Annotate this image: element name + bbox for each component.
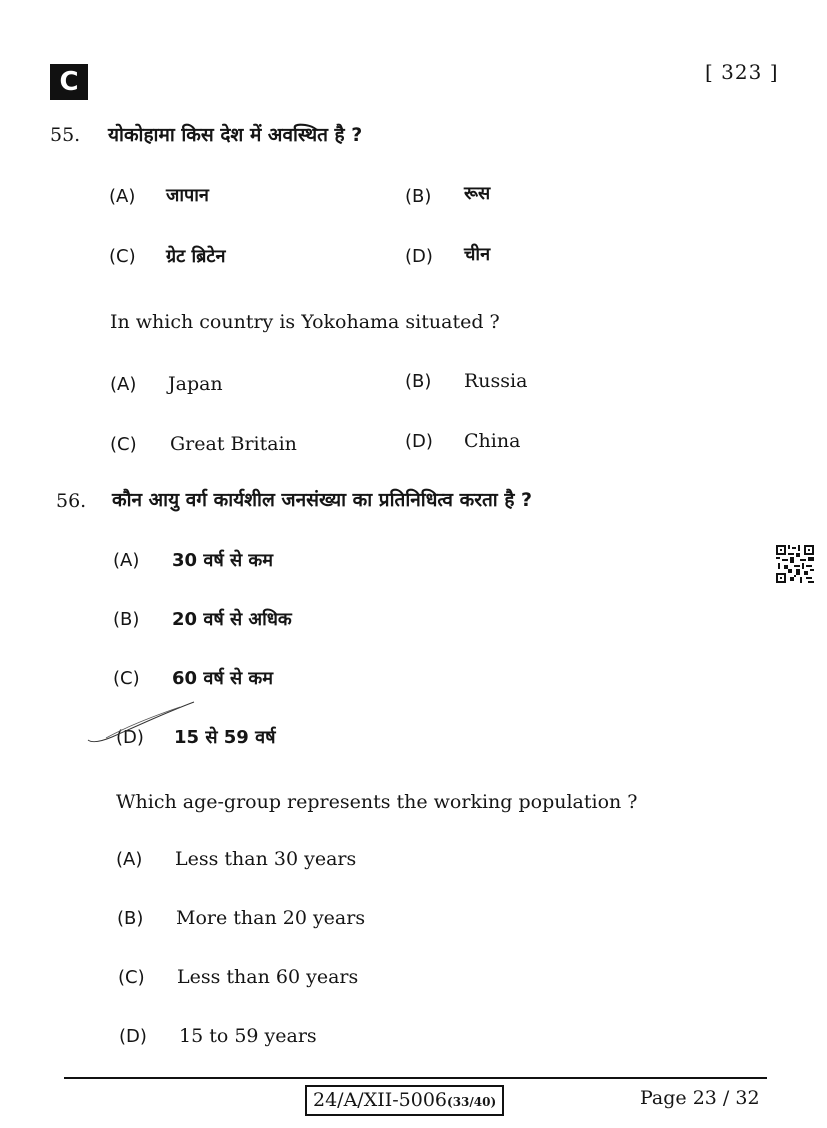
q56-en-option-c-label: (C) xyxy=(118,967,145,988)
q55-hi-option-c-text: ग्रेट ब्रिटेन xyxy=(166,246,226,267)
question-55-hindi: योकोहामा किस देश में अवस्थित है ? xyxy=(108,124,363,146)
q55-hi-option-d-text: चीन xyxy=(464,244,491,265)
q55-en-option-b-label: (B) xyxy=(405,371,432,392)
q55-en-option-a-label: (A) xyxy=(110,374,137,395)
q56-hi-option-c-text: 60 वर्ष से कम xyxy=(172,668,274,689)
footer-paper-code-box xyxy=(305,1085,504,1116)
footer-paper-code: 24/A/XII-5006 xyxy=(313,1089,448,1111)
q56-hi-option-c-label: (C) xyxy=(113,668,140,689)
q56-en-option-d-text: 15 to 59 years xyxy=(179,1025,317,1047)
q55-hi-option-a-label: (A) xyxy=(109,186,136,207)
q55-hi-option-c-label: (C) xyxy=(109,246,136,267)
q56-hi-option-b-text: 20 वर्ष से अधिक xyxy=(172,609,292,630)
pen-tick-mark xyxy=(86,694,196,749)
qr-code-icon xyxy=(776,545,814,583)
footer-sheet-ref: (33/40) xyxy=(447,1095,497,1109)
q56-en-option-c-text: Less than 60 years xyxy=(177,966,359,988)
q55-hi-option-b-label: (B) xyxy=(405,186,432,207)
q56-hi-option-d-label: (D) xyxy=(116,727,144,748)
paper-code-top: [ 323 ] xyxy=(705,60,779,84)
q56-hi-option-a-label: (A) xyxy=(113,550,140,571)
q55-en-option-d-label: (D) xyxy=(405,431,433,452)
page-number: Page 23 / 32 xyxy=(640,1087,760,1109)
question-number-55: 55. xyxy=(50,124,81,146)
q56-en-option-b-label: (B) xyxy=(117,908,144,929)
set-letter-badge: C xyxy=(50,64,88,100)
q56-hi-option-a-text: 30 वर्ष से कम xyxy=(172,550,274,571)
footer-rule xyxy=(64,1077,767,1079)
q56-en-option-a-text: Less than 30 years xyxy=(175,848,357,870)
question-number-56: 56. xyxy=(56,490,87,512)
q55-hi-option-b-text: रूस xyxy=(464,183,491,204)
q56-en-option-b-text: More than 20 years xyxy=(176,907,366,929)
q56-hi-option-d-text: 15 से 59 वर्ष xyxy=(174,727,276,748)
q55-en-option-a-text: Japan xyxy=(168,373,223,395)
q55-en-option-c-label: (C) xyxy=(110,434,137,455)
question-55-english: In which country is Yokohama situated ? xyxy=(110,311,500,333)
question-56-english: Which age-group represents the working population ? xyxy=(116,791,638,813)
q55-hi-option-d-label: (D) xyxy=(405,246,433,267)
q56-en-option-a-label: (A) xyxy=(116,849,143,870)
q55-en-option-b-text: Russia xyxy=(464,370,528,392)
q55-hi-option-a-text: जापान xyxy=(166,185,209,206)
q55-en-option-c-text: Great Britain xyxy=(170,433,297,455)
question-56-hindi: कौन आयु वर्ग कार्यशील जनसंख्या का प्रतिनिधित्व करता है ? xyxy=(112,489,533,511)
q56-en-option-d-label: (D) xyxy=(119,1026,147,1047)
q56-hi-option-b-label: (B) xyxy=(113,609,140,630)
q55-en-option-d-text: China xyxy=(464,430,521,452)
